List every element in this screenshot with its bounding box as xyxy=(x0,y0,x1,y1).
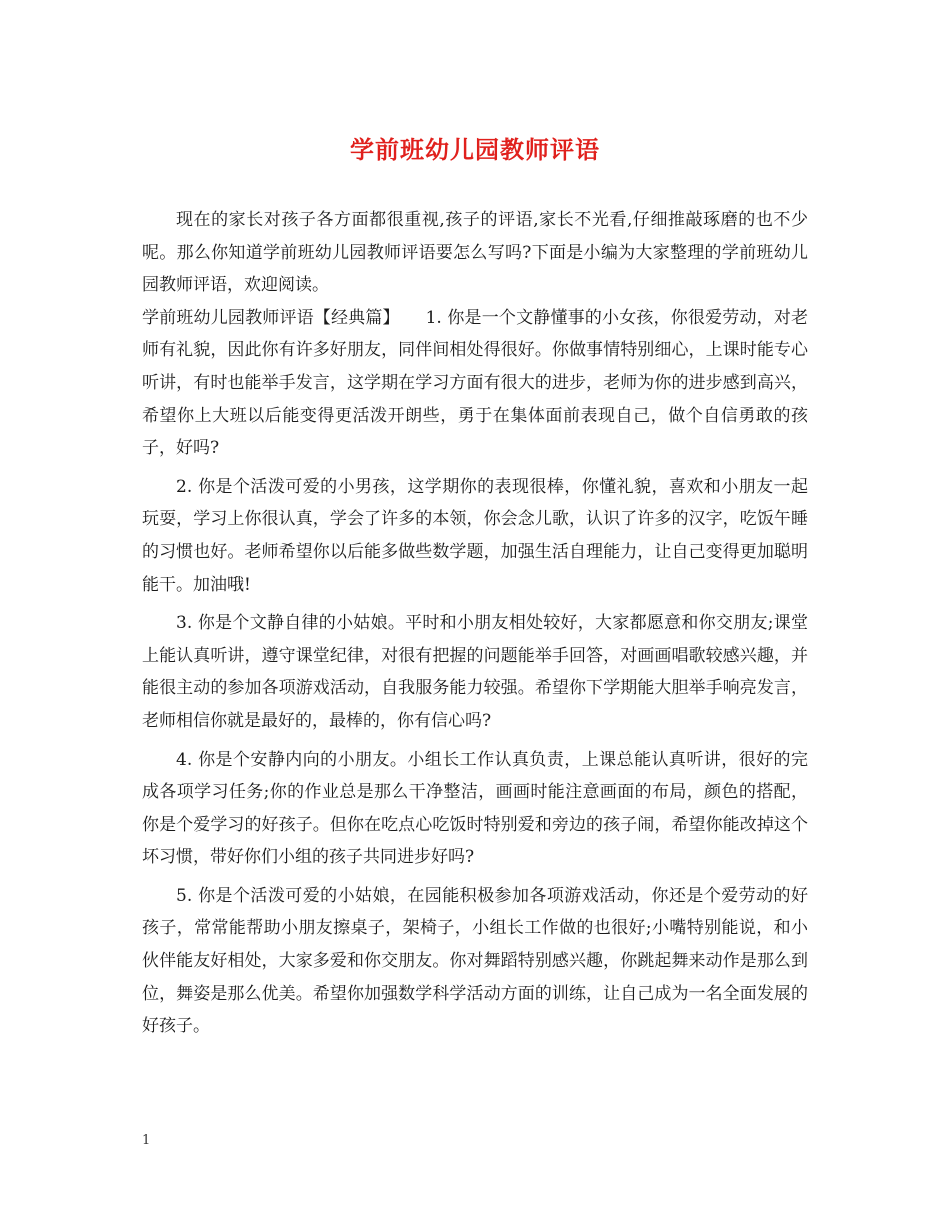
comment-item-2: 2. 你是个活泼可爱的小男孩，这学期你的表现很棒，你懂礼貌，喜欢和小朋友一起玩耍，学习上你很认真，学会了许多的本领，你会念儿歌，认识了许多的汉字，吃饭午睡的习惯也好。老师希望你以后能多做些数学题，加强生活自理能力，让自己变得更加聪明能干。加油哦! xyxy=(142,476,808,595)
comment-item-4: 4. 你是个安静内向的小朋友。小组长工作认真负责，上课总能认真听讲，很好的完成各项学习任务;你的作业总是那么干净整洁，画画时能注意画面的布局，颜色的搭配，你是个爱学习的好孩子。但你在吃点心吃饭时特别爱和旁边的孩子闹，希望你能改掉这个坏习惯，带好你们小组的孩子共同进步好吗? xyxy=(142,749,808,868)
intro-paragraph: 现在的家长对孩子各方面都很重视,孩子的评语,家长不光看,仔细推敲琢磨的也不少呢。那么你知道学前班幼儿园教师评语要怎么写吗?下面是小编为大家整理的学前班幼儿园教师评语，欢迎阅读。 xyxy=(142,210,808,296)
page-number: 1 xyxy=(142,1133,151,1148)
document-body xyxy=(142,204,808,1043)
section-heading-item-1: 学前班幼儿园教师评语【经典篇】 1. 你是一个文静懂事的小女孩，你很爱劳动，对老师有礼貌，因此你有许多好朋友，同伴间相处得很好。你做事情特别细心，上课时能专心听讲，有时也能举手发言，这学期在学习方面有很大的进步，老师为你的进步感到高兴，希望你上大班以后能变得更活泼开朗些，勇于在集体面前表现自己，做个自信勇敢的孩子，好吗? xyxy=(142,307,808,459)
comment-item-3: 3. 你是个文静自律的小姑娘。平时和小朋友相处较好，大家都愿意和你交朋友;课堂上能认真听讲，遵守课堂纪律，对很有把握的问题能举手回答，对画画唱歌较感兴趣，并能很主动的参加各项游戏活动，自我服务能力较强。希望你下学期能大胆举手响亮发言，老师相信你就是最好的，最棒的，你有信心吗? xyxy=(142,613,808,731)
document-title: 学前班幼儿园教师评语 xyxy=(350,135,600,164)
comment-item-5: 5. 你是个活泼可爱的小姑娘，在园能积极参加各项游戏活动，你还是个爱劳动的好孩子，常常能帮助小朋友擦桌子，架椅子，小组长工作做的也很好;小嘴特别能说，和小伙伴能友好相处，大家多爱和你交朋友。你对舞蹈特别感兴趣，你跳起舞来动作是那么到位，舞姿是那么优美。希望你加强数学科学活动方面的训练，让自己成为一名全面发展的好孩子。 xyxy=(142,885,808,1037)
